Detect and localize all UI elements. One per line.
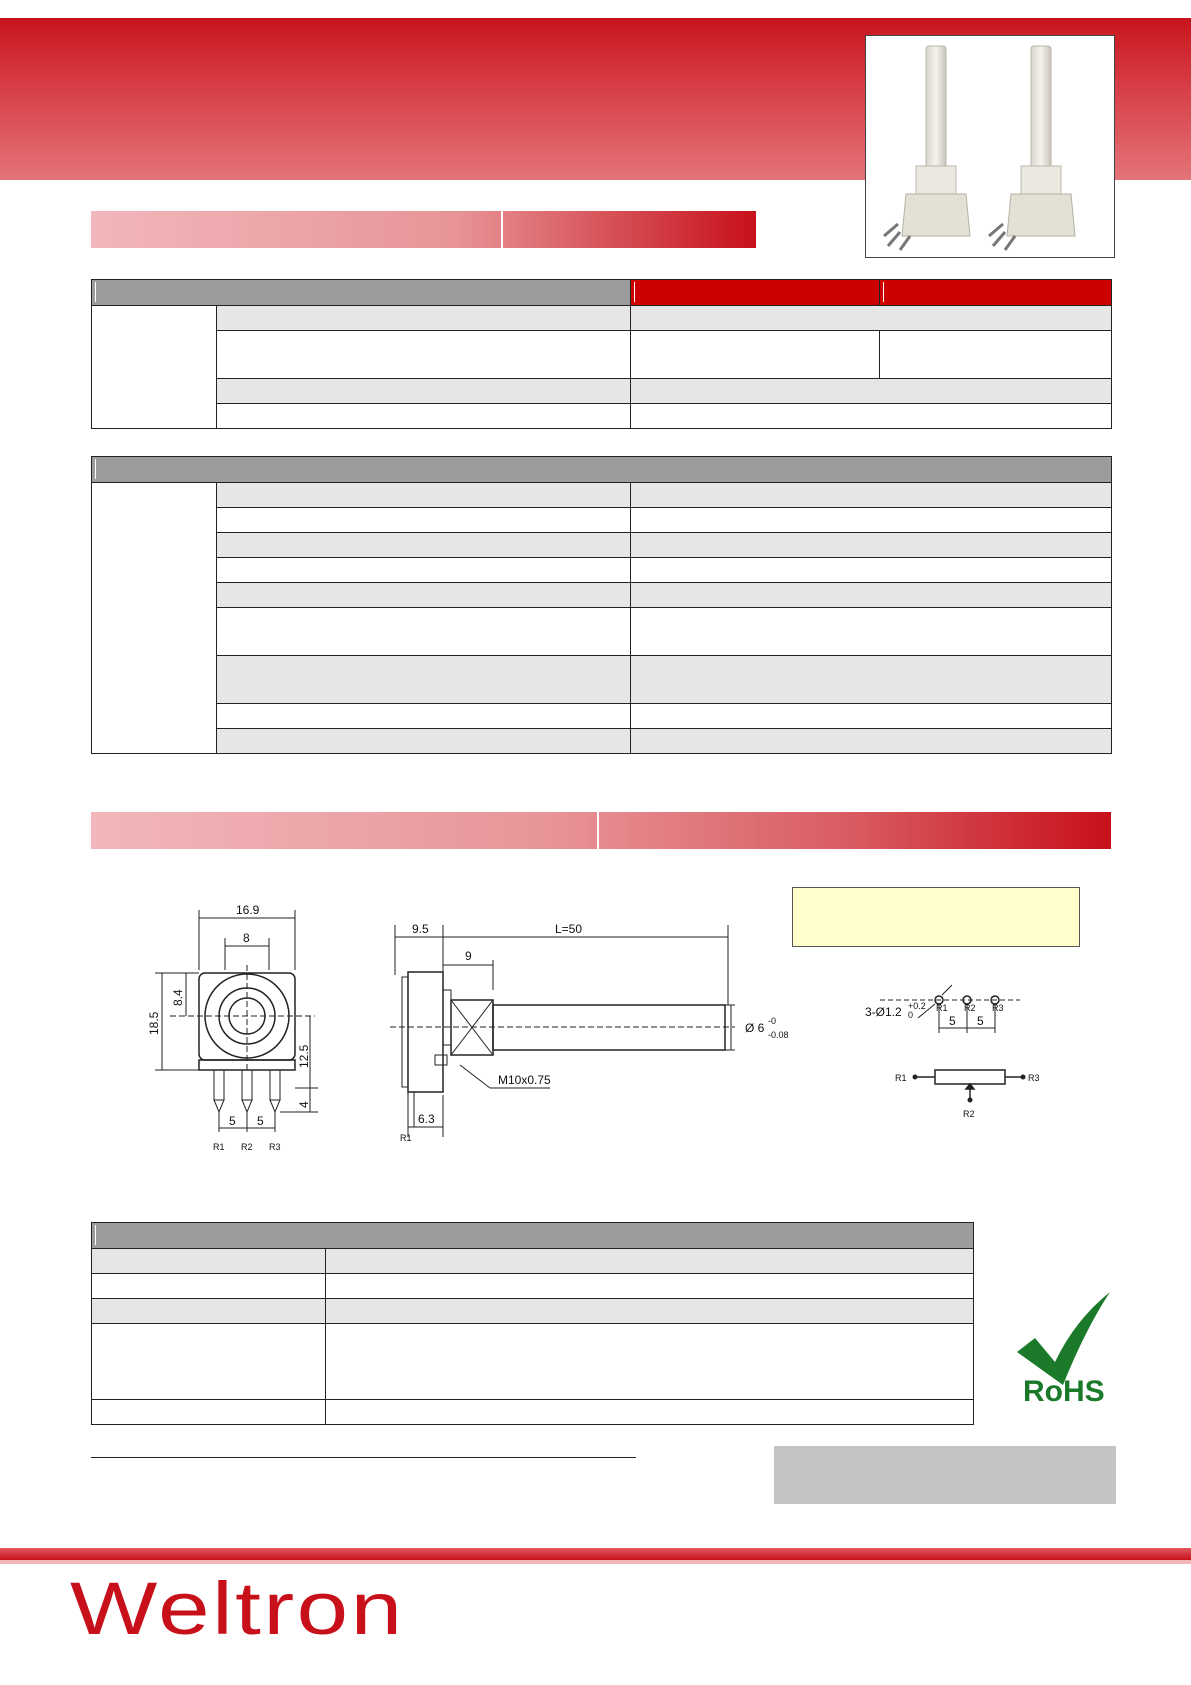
tolerance-label: +0.2 <box>908 1001 926 1011</box>
table-cell <box>631 583 1112 608</box>
pin-label: R3 <box>269 1142 281 1152</box>
circuit-schematic <box>895 1065 1045 1125</box>
table-cell <box>217 608 631 656</box>
product-photo <box>865 35 1115 258</box>
table-cell <box>217 508 631 533</box>
table-cell <box>92 1400 326 1425</box>
table-cell <box>217 404 631 429</box>
table-header-col <box>880 280 1112 306</box>
rohs-badge <box>1015 1290 1115 1408</box>
thread-label: M10x0.75 <box>498 1073 551 1087</box>
table-cell <box>92 1299 326 1324</box>
table-cell <box>217 583 631 608</box>
table-cell <box>631 608 1112 656</box>
dim-label: 5 <box>229 1114 236 1128</box>
table-cell <box>880 331 1112 379</box>
table-cell <box>217 306 631 331</box>
pin-label: R3 <box>992 1003 1004 1013</box>
table-cell <box>217 533 631 558</box>
table-cell <box>631 704 1112 729</box>
mechanical-spec-table <box>91 456 1112 754</box>
table-cell <box>326 1274 974 1299</box>
dim-label: 5 <box>257 1114 264 1128</box>
footer-divider <box>91 1457 636 1458</box>
table-cell <box>92 1274 326 1299</box>
table-cell <box>631 656 1112 704</box>
rohs-text: RoHS <box>1023 1375 1105 1408</box>
potentiometer-photo-illustration <box>866 36 1114 257</box>
table-cell <box>631 558 1112 583</box>
table-cell <box>631 533 1112 558</box>
pin-label: R2 <box>964 1003 976 1013</box>
front-view-drawing <box>147 900 325 1160</box>
table-cell <box>326 1324 974 1400</box>
tolerance-label: -0.08 <box>768 1030 789 1040</box>
table-header <box>92 457 1112 483</box>
table-cell <box>217 483 631 508</box>
table-cell <box>631 404 1112 429</box>
footer-band-highlight <box>0 1560 1191 1564</box>
checkmark-icon <box>1017 1292 1110 1385</box>
pin-label: R1 <box>213 1142 225 1152</box>
table-cell <box>326 1400 974 1425</box>
terminal-label: R1 <box>895 1073 907 1083</box>
table-cell <box>631 379 1112 404</box>
dim-label: 9.5 <box>412 922 429 936</box>
table-cell <box>631 483 1112 508</box>
pin-label: R1 <box>936 1003 948 1013</box>
ordering-info-table <box>91 1222 974 1425</box>
table-cell <box>326 1299 974 1324</box>
pcb-hole-layout <box>860 975 1020 1040</box>
footer-band <box>0 1548 1191 1560</box>
table-cell <box>92 1249 326 1274</box>
table-cell <box>326 1249 974 1274</box>
table-group-label <box>92 306 217 429</box>
table-cell <box>631 331 880 379</box>
diameter-label: Ø 6 <box>745 1021 765 1035</box>
dim-label: 18.5 <box>147 1011 161 1035</box>
dim-label: 4 <box>297 1101 311 1108</box>
footer-gray-box <box>774 1446 1116 1504</box>
table-cell <box>217 704 631 729</box>
section-header-dimensions <box>91 812 1111 849</box>
table-header-col <box>631 280 880 306</box>
table-cell <box>217 656 631 704</box>
dim-label: 12.5 <box>297 1044 311 1068</box>
hole-label: 3-Ø1.2 <box>865 1005 902 1019</box>
section-header-electrical <box>91 211 756 248</box>
table-cell <box>92 1324 326 1400</box>
table-cell <box>217 558 631 583</box>
dim-label: 9 <box>465 949 472 963</box>
table-cell <box>631 508 1112 533</box>
side-view-drawing <box>390 915 790 1150</box>
dim-label: 8.4 <box>171 989 185 1006</box>
dim-label: 5 <box>949 1014 956 1028</box>
table-group-label <box>92 483 217 754</box>
table-cell <box>217 331 631 379</box>
weltron-logo: Weltron <box>70 1567 405 1650</box>
tolerance-label: 0 <box>908 1010 914 1020</box>
table-cell <box>631 729 1112 754</box>
dim-label: 6.3 <box>418 1112 435 1126</box>
table-cell <box>217 379 631 404</box>
pin-label: R1 <box>400 1133 412 1143</box>
dim-label: L=50 <box>555 922 583 936</box>
dim-label: 5 <box>977 1014 984 1028</box>
electrical-spec-table <box>91 279 1112 429</box>
terminal-label: R3 <box>1028 1073 1040 1083</box>
table-header <box>92 1223 974 1249</box>
dim-label: 8 <box>243 931 250 945</box>
terminal-label: R2 <box>963 1109 975 1119</box>
pin-label: R2 <box>241 1142 253 1152</box>
table-cell <box>217 729 631 754</box>
table-cell <box>631 306 1112 331</box>
note-box <box>792 887 1080 947</box>
table-header <box>92 280 631 306</box>
dim-label: 16.9 <box>236 903 260 917</box>
tolerance-label: -0 <box>768 1016 777 1026</box>
